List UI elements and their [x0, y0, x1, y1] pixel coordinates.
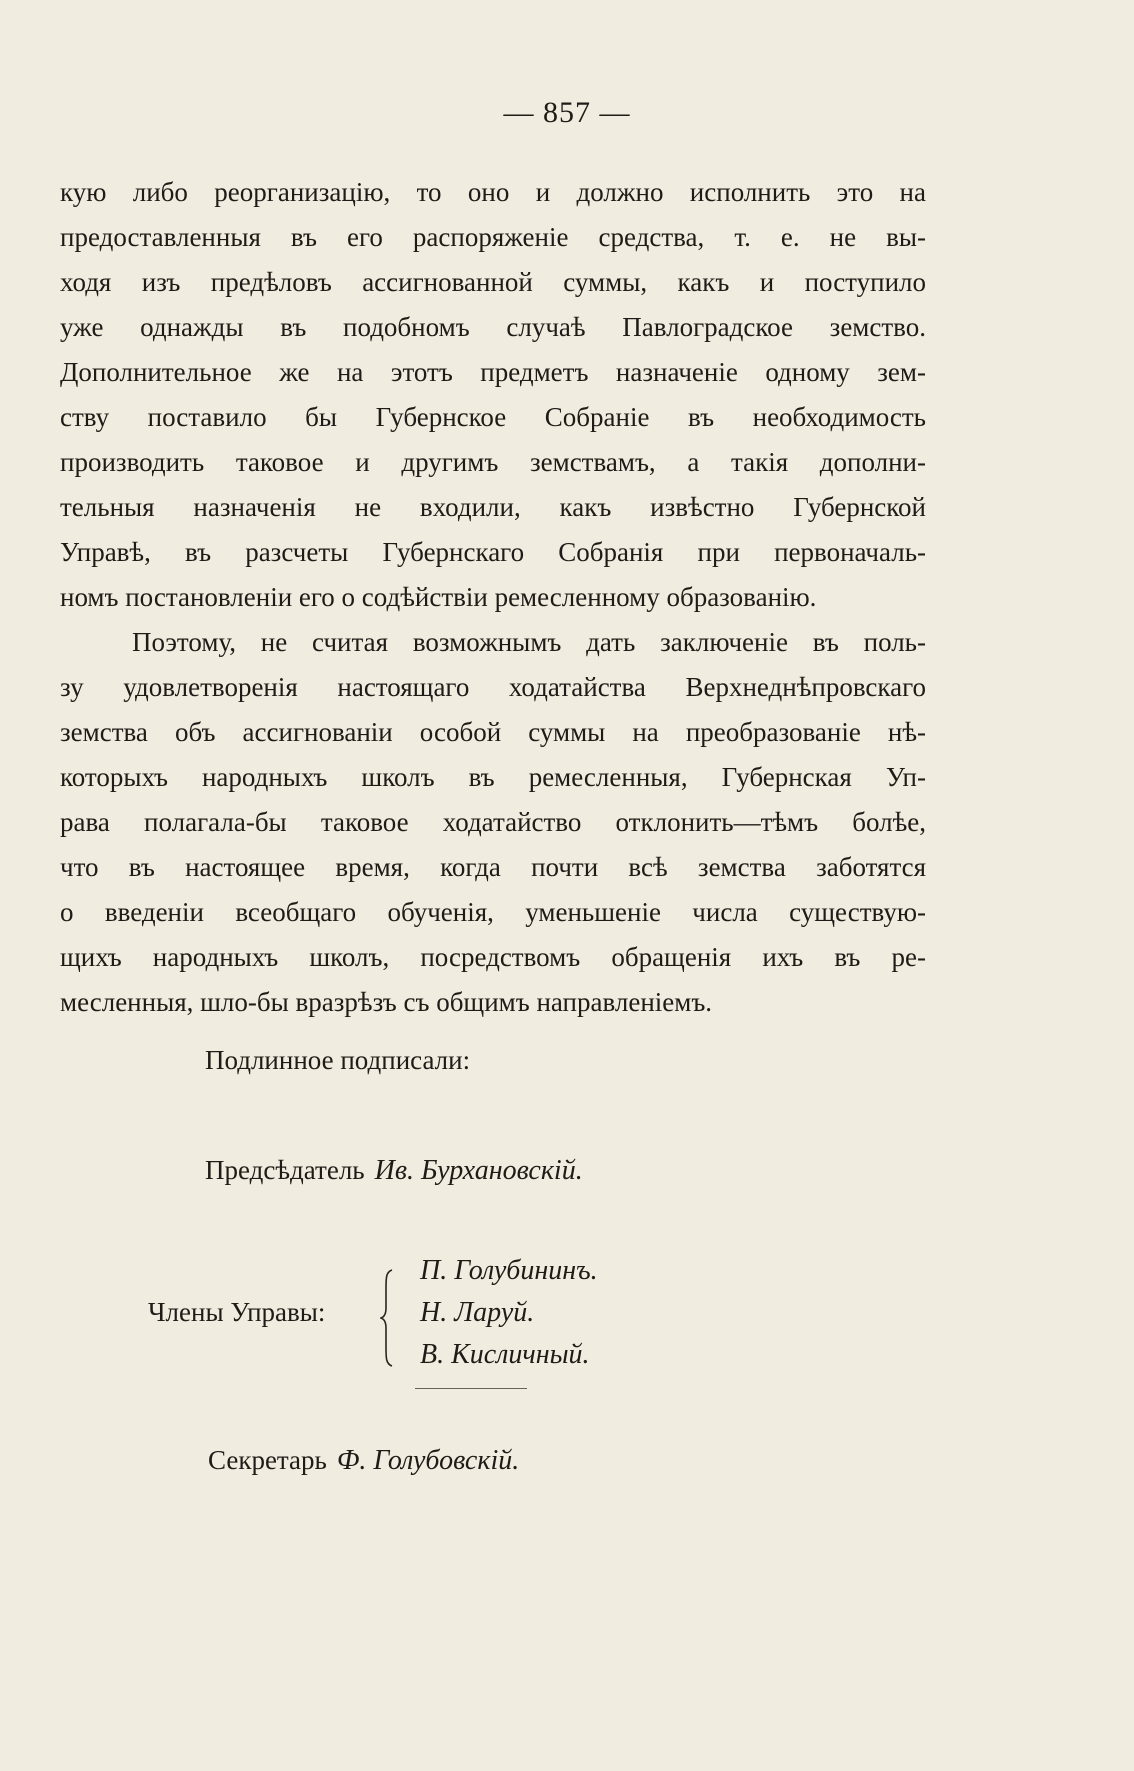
text-line: ству поставило бы Губернское Собраніе въ необходимость: [60, 402, 926, 432]
text-line: что въ настоящее время, когда почти всѣ земства заботятся: [60, 852, 926, 882]
secretary-label: Секретарь: [208, 1445, 327, 1475]
text-line: предоставленныя въ его распоряженіе средства, т. е. не вы-: [60, 222, 926, 252]
text-line: зу удовлетворенія настоящаго ходатайства Верхнеднѣпровскаго: [60, 672, 926, 702]
page-number: — 857 —: [503, 96, 631, 129]
members-label: Члены Управы:: [148, 1297, 326, 1327]
body-text: [60, 170, 926, 1025]
brace-icon: [380, 1268, 394, 1368]
secretary-signature: [208, 1445, 519, 1477]
signed-label: Подлинное подписали:: [205, 1045, 471, 1075]
secretary-name: Ф. Голубовскій.: [336, 1445, 520, 1476]
text-line: ходя изъ предѣловъ ассигнованной суммы, какъ и поступило: [60, 267, 926, 297]
text-line: Поэтому, не считая возможнымъ дать заключеніе въ поль-: [132, 627, 926, 657]
text-line: кую либо реорганизацію, то оно и должно исполнить это на: [60, 177, 926, 207]
text-line: щихъ народныхъ школъ, посредствомъ обращенія ихъ въ ре-: [60, 942, 926, 972]
chairman-signature: [205, 1155, 583, 1187]
text-line: месленныя, шло-бы вразрѣзъ съ общимъ направленіемъ.: [60, 987, 713, 1017]
member-name: П. Голубининъ.: [420, 1255, 598, 1286]
text-line: которыхъ народныхъ школъ въ ремесленныя, Губернская Уп-: [60, 762, 926, 792]
text-line: о введеніи всеобщаго обученія, уменьшеніе числа существую-: [60, 897, 926, 927]
text-line: номъ постановленіи его о содѣйствіи ремесленному образованію.: [60, 582, 817, 612]
text-line: уже однажды въ подобномъ случаѣ Павлоградское земство.: [60, 312, 926, 342]
chairman-label: Предсѣдатель: [205, 1155, 365, 1185]
text-line: земства объ ассигнованіи особой суммы на преобразованіе нѣ-: [60, 717, 926, 747]
text-line: Дополнительное же на этотъ предметъ назначеніе одному зем-: [60, 357, 926, 387]
member-name: Н. Ларуй.: [420, 1297, 535, 1328]
member-name: В. Кисличный.: [420, 1339, 590, 1370]
text-line: тельныя назначенія не входили, какъ извѣстно Губернской: [60, 492, 926, 522]
text-line: Управѣ, въ разсчеты Губернскаго Собранія при первоначаль-: [60, 537, 926, 567]
text-line: рава полагала-бы таковое ходатайство отклонить—тѣмъ болѣе,: [60, 807, 926, 837]
signature-rule: [415, 1388, 527, 1389]
chairman-name: Ив. Бурхановскій.: [374, 1155, 583, 1186]
text-line: производить таковое и другимъ земствамъ, а такія дополни-: [60, 447, 926, 477]
